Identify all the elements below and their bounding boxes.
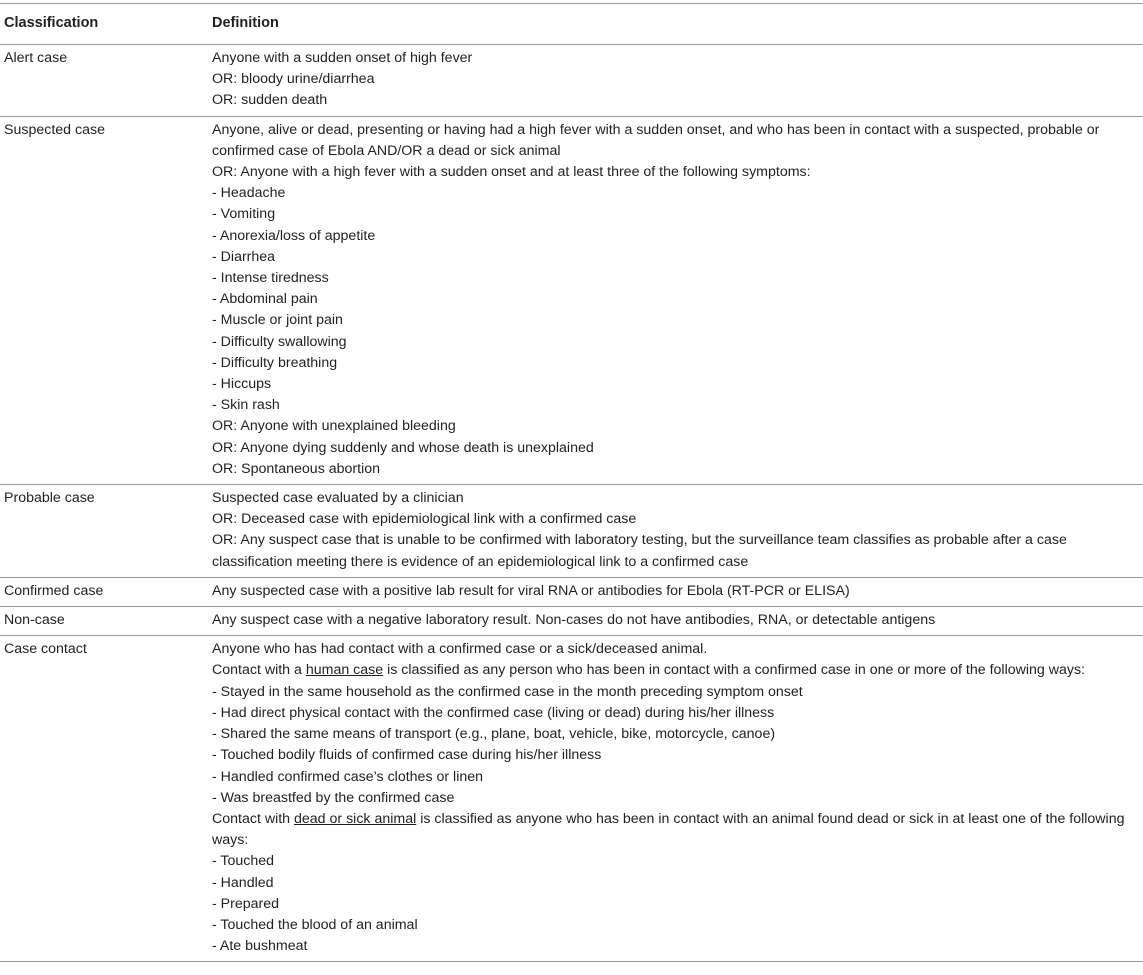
animal-contact-item: - Prepared: [212, 895, 280, 912]
symptom-item: - Difficulty swallowing: [212, 333, 347, 350]
definition-line: Anyone, alive or dead, presenting or having had a high fever with a sudden onset, and who has been in contact with a suspected, probable or confirmed case of Ebola AND/OR a dead or sick animal: [212, 121, 1100, 159]
table-row-non-case: [0, 607, 1143, 636]
definition-line: OR: Deceased case with epidemiological link with a confirmed case: [212, 511, 637, 528]
animal-contact-item: - Handled: [212, 874, 274, 891]
human-contact-item: - Handled confirmed case’s clothes or linen: [212, 768, 484, 785]
human-contact-suffix: is classified as any person who has been in contact with a confirmed case in one or more of the following ways:: [383, 662, 1085, 679]
symptom-item: - Abdominal pain: [212, 291, 318, 308]
symptom-item: - Difficulty breathing: [212, 354, 338, 371]
row-classification: Suspected case: [4, 121, 105, 138]
symptom-item: - Skin rash: [212, 397, 280, 414]
animal-contact-prefix: Contact with: [212, 810, 295, 827]
symptom-item: - Anorexia/loss of appetite: [212, 227, 376, 244]
header-definition: Definition: [212, 15, 279, 31]
definition-line: Suspected case evaluated by a clinician: [212, 490, 464, 507]
table-row-confirmed-case: [0, 578, 1143, 607]
table-row-suspected-case: [0, 117, 1143, 485]
row-classification: Case contact: [4, 641, 87, 658]
symptom-item: - Vomiting: [212, 206, 276, 223]
human-contact-item: - Touched bodily fluids of confirmed case during his/her illness: [212, 747, 602, 764]
row-classification: Confirmed case: [4, 582, 104, 599]
table-row-probable-case: [0, 485, 1143, 578]
animal-contact-item: - Ate bushmeat: [212, 938, 308, 955]
row-definition: [212, 578, 1143, 606]
definition-line: OR: sudden death: [212, 92, 328, 109]
definition-line: Anyone who has had contact with a confirmed case or a sick/deceased animal.: [212, 641, 708, 658]
header-classification: Classification: [4, 15, 99, 31]
definition-line: OR: Anyone with unexplained bleeding: [212, 418, 456, 435]
animal-contact-definition: [212, 809, 1141, 851]
symptom-item: - Headache: [212, 185, 286, 202]
definition-line: OR: Spontaneous abortion: [212, 460, 380, 477]
human-contact-item: - Shared the same means of transport (e.g., plane, boat, vehicle, bike, motorcycle, canoe): [212, 726, 776, 743]
animal-term: dead or sick animal: [294, 810, 417, 827]
definition-line: Any suspect case with a negative laboratory result. Non-cases do not have antibodies, RNA, or detectable antigens: [212, 612, 936, 629]
row-classification: Alert case: [4, 50, 68, 66]
definition-line: OR: bloody urine/diarrhea: [212, 71, 375, 88]
definition-line: OR: Any suspect case that is unable to be confirmed with laboratory testing, but the surveillance team classifies as probable after a case classification meeting there is evidence of an epidemiological link to a confirmed case: [212, 532, 1067, 570]
row-classification: Non-case: [4, 612, 65, 629]
animal-contact-item: - Touched the blood of an animal: [212, 916, 418, 933]
definition-line: Any suspected case with a positive lab result for viral RNA or antibodies for Ebola (RT-PCR or ELISA): [212, 582, 850, 599]
row-definition: [212, 485, 1143, 577]
table-row-alert-case: [0, 45, 1143, 117]
symptom-item: - Diarrhea: [212, 248, 276, 265]
table-row-case-contact: [0, 636, 1143, 962]
symptom-item: - Muscle or joint pain: [212, 312, 343, 329]
human-contact-item: - Stayed in the same household as the confirmed case in the month preceding symptom onset: [212, 683, 803, 700]
row-classification: Probable case: [4, 490, 95, 507]
human-contact-item: - Had direct physical contact with the confirmed case (living or dead) during his/her illness: [212, 704, 775, 721]
symptom-item: - Intense tiredness: [212, 270, 329, 287]
row-definition: [212, 607, 1143, 635]
definition-line: OR: Anyone with a high fever with a sudden onset and at least three of the following symptoms:: [212, 164, 811, 181]
definition-line: Anyone with a sudden onset of high fever: [212, 50, 473, 66]
human-contact-item: - Was breastfed by the confirmed case: [212, 789, 455, 806]
case-definition-table: [0, 3, 1143, 962]
symptom-item: - Hiccups: [212, 376, 272, 393]
row-definition: [212, 45, 1143, 116]
row-definition: [212, 117, 1143, 484]
table-header-row: [0, 4, 1143, 45]
row-definition: [212, 636, 1143, 961]
human-contact-definition: [212, 660, 1141, 681]
animal-contact-item: - Touched: [212, 853, 275, 870]
human-case-term: human case: [305, 662, 384, 679]
animal-contact-suffix: is classified as anyone who has been in contact with an animal found dead or sick in at least one of the following ways:: [212, 810, 1125, 849]
definition-line: OR: Anyone dying suddenly and whose death is unexplained: [212, 439, 594, 456]
human-contact-prefix: Contact with a: [212, 662, 306, 679]
